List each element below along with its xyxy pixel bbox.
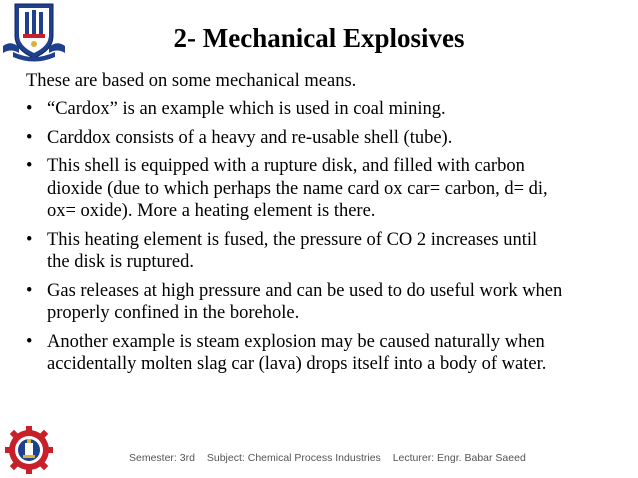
slide-footer xyxy=(129,452,535,464)
slide-title: 2- Mechanical Explosives xyxy=(173,23,465,53)
bullet-list xyxy=(26,98,632,382)
bullet-icon: • xyxy=(26,127,33,148)
bullet-icon: • xyxy=(26,156,33,176)
bullet-icon: • xyxy=(26,229,33,250)
bullet-text-line: accidentally molten slag car (lava) drops itself into a body of water. xyxy=(47,354,547,374)
bullet-item xyxy=(26,331,632,376)
bullet-item xyxy=(26,127,632,150)
slide-intro: These are based on some mechanical means. xyxy=(26,71,357,91)
department-gear-logo xyxy=(3,425,55,475)
bullet-item xyxy=(26,280,632,325)
bullet-text-line: dioxide (due to which perhaps the name card ox car= carbon, d= di, xyxy=(47,178,548,199)
bullet-item xyxy=(26,98,632,121)
bullet-text-line: properly confined in the borehole. xyxy=(47,303,300,323)
footer-lecturer: Lecturer: Engr. Babar Saeed xyxy=(392,452,526,464)
bullet-text-line: the disk is ruptured. xyxy=(47,252,194,272)
footer-semester: Semester: 3rd xyxy=(129,452,195,464)
bullet-text-line: This heating element is fused, the pressure of CO 2 increases until xyxy=(47,229,538,250)
bullet-item xyxy=(26,155,632,223)
footer-subject: Subject: Chemical Process Industries xyxy=(206,452,381,464)
bullet-icon: • xyxy=(26,280,33,301)
bullet-icon: • xyxy=(26,99,33,119)
bullet-text-line: Gas releases at high pressure and can be used to do useful work when xyxy=(47,280,563,301)
bullet-text-line: “Cardox” is an example which is used in coal mining. xyxy=(47,99,446,119)
bullet-text-line: ox= oxide). More a heating element is there. xyxy=(47,201,376,221)
bullet-text-line: This shell is equipped with a rupture disk, and filled with carbon xyxy=(47,156,525,176)
bullet-icon: • xyxy=(26,331,33,352)
bullet-item xyxy=(26,229,632,274)
bullet-text-line: Carddox consists of a heavy and re-usable shell (tube). xyxy=(47,127,453,148)
bullet-text-line: Another example is steam explosion may be caused naturally when xyxy=(47,331,545,352)
